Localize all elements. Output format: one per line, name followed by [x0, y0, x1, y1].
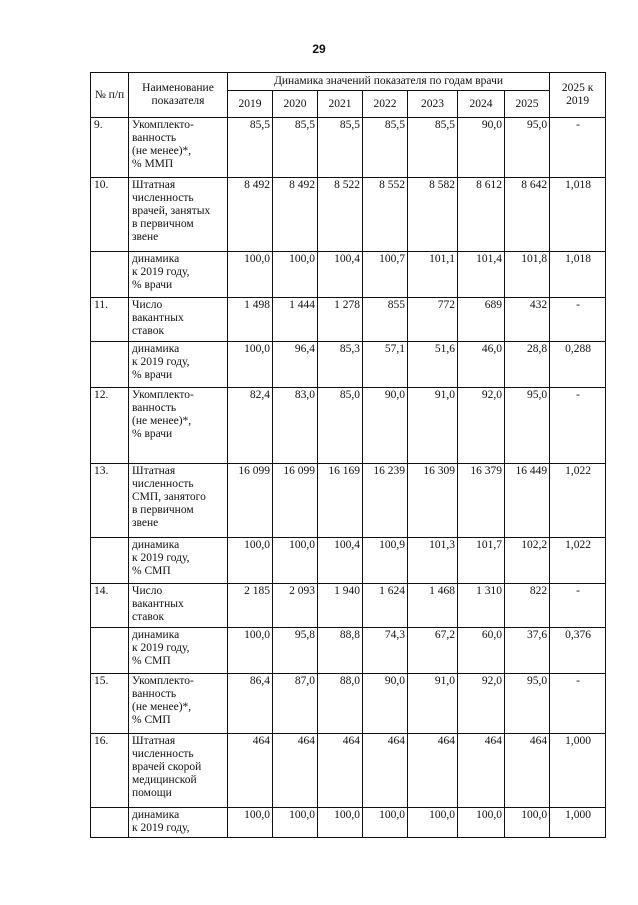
value-cell: 16 099	[228, 464, 273, 538]
value-cell: 100,0	[228, 252, 273, 298]
header-year: 2023	[408, 91, 458, 118]
value-cell: 8 492	[228, 178, 273, 252]
value-cell: 464	[273, 734, 318, 808]
table-row	[91, 628, 606, 674]
value-cell: 37,6	[505, 628, 550, 674]
row-number: 11.	[91, 298, 129, 342]
value-cell: 92,0	[458, 388, 505, 464]
value-cell: 86,4	[228, 674, 273, 734]
value-cell: 74,3	[363, 628, 408, 674]
indicator-name-line: численность	[132, 478, 194, 490]
row-number: 12.	[91, 388, 129, 464]
value-cell: 464	[505, 734, 550, 808]
value-cell: 8 552	[363, 178, 408, 252]
indicator-name	[129, 252, 228, 298]
indicator-name-line: ванность	[132, 132, 177, 144]
value-cell: 101,3	[408, 538, 458, 584]
value-cell: 57,1	[363, 342, 408, 388]
table-row	[91, 118, 606, 178]
value-cell: 2 093	[273, 584, 318, 628]
header-num: № п/п	[91, 73, 129, 118]
indicator-name-line: в первичном	[132, 504, 194, 516]
indicator-name-line: Штатная	[132, 735, 176, 747]
row-number: 13.	[91, 464, 129, 538]
header-year: 2024	[458, 91, 505, 118]
value-cell: 101,1	[408, 252, 458, 298]
row-number	[91, 808, 129, 838]
header-year: 2020	[273, 91, 318, 118]
value-cell: 1 468	[408, 584, 458, 628]
indicator-name	[129, 808, 228, 838]
value-cell: 85,5	[363, 118, 408, 178]
value-cell: 1 624	[363, 584, 408, 628]
indicator-name-line: СМП, занятого	[132, 491, 206, 503]
value-cell: 16 449	[505, 464, 550, 538]
ratio-cell: 0,376	[550, 628, 606, 674]
value-cell: 67,2	[408, 628, 458, 674]
value-cell: 91,0	[408, 674, 458, 734]
indicator-name-line: (не менее)*,	[132, 415, 192, 427]
row-number: 10.	[91, 178, 129, 252]
indicator-name	[129, 734, 228, 808]
value-cell: 88,8	[318, 628, 363, 674]
value-cell: 100,0	[228, 628, 273, 674]
indicator-name-line: вакантных	[132, 598, 184, 610]
header-year: 2022	[363, 91, 408, 118]
table-row	[91, 342, 606, 388]
indicator-name-line: динамика	[132, 343, 180, 355]
indicator-name	[129, 298, 228, 342]
indicator-name-line: % врачи	[132, 369, 173, 381]
indicator-name-line: (не менее)*,	[132, 145, 192, 157]
indicator-name-line: (не менее)*,	[132, 701, 192, 713]
value-cell: 16 309	[408, 464, 458, 538]
value-cell: 8 492	[273, 178, 318, 252]
table-row	[91, 674, 606, 734]
table-row	[91, 538, 606, 584]
row-number	[91, 538, 129, 584]
value-cell: 1 498	[228, 298, 273, 342]
indicator-name-line: Штатная	[132, 465, 176, 477]
indicator-name-line: численность	[132, 192, 194, 204]
value-cell: 822	[505, 584, 550, 628]
table-row	[91, 252, 606, 298]
header-ratio: 2025 к 2019	[550, 73, 606, 118]
value-cell: 91,0	[408, 388, 458, 464]
value-cell: 90,0	[363, 388, 408, 464]
indicator-name-line: в первичном	[132, 218, 194, 230]
indicator-name-line: к 2019 году,	[132, 552, 190, 564]
indicator-name-line: ставок	[132, 611, 165, 623]
value-cell: 8 612	[458, 178, 505, 252]
indicator-name-line: звене	[132, 231, 159, 243]
indicator-name-line: врачей скорой	[132, 761, 202, 773]
table-row	[91, 808, 606, 838]
value-cell: 100,0	[408, 808, 458, 838]
header-year: 2025	[505, 91, 550, 118]
value-cell: 51,6	[408, 342, 458, 388]
row-number: 14.	[91, 584, 129, 628]
table-row	[91, 584, 606, 628]
indicator-name-line: Укомплекто-	[132, 389, 194, 401]
table-row	[91, 464, 606, 538]
ratio-cell: -	[550, 388, 606, 464]
value-cell: 101,7	[458, 538, 505, 584]
indicator-name-line: Укомплекто-	[132, 119, 194, 131]
value-cell: 85,5	[273, 118, 318, 178]
table-row	[91, 734, 606, 808]
ratio-cell: -	[550, 674, 606, 734]
indicator-name-line: к 2019 году,	[132, 822, 190, 834]
row-number	[91, 252, 129, 298]
value-cell: 2 185	[228, 584, 273, 628]
indicator-name-line: к 2019 году,	[132, 642, 190, 654]
value-cell: 100,0	[273, 252, 318, 298]
indicator-name-line: Число	[132, 299, 163, 311]
page-number: 29	[312, 42, 326, 56]
value-cell: 8 582	[408, 178, 458, 252]
value-cell: 464	[458, 734, 505, 808]
value-cell: 100,0	[228, 538, 273, 584]
ratio-cell: 1,022	[550, 464, 606, 538]
value-cell: 95,0	[505, 118, 550, 178]
value-cell: 90,0	[458, 118, 505, 178]
indicator-name-line: динамика	[132, 629, 180, 641]
value-cell: 432	[505, 298, 550, 342]
value-cell: 100,0	[505, 808, 550, 838]
ratio-cell: 0,288	[550, 342, 606, 388]
value-cell: 46,0	[458, 342, 505, 388]
value-cell: 855	[363, 298, 408, 342]
value-cell: 464	[228, 734, 273, 808]
indicator-name-line: % врачи	[132, 428, 173, 440]
indicator-table	[90, 72, 606, 838]
table-row	[91, 388, 606, 464]
value-cell: 101,4	[458, 252, 505, 298]
value-cell: 92,0	[458, 674, 505, 734]
value-cell: 28,8	[505, 342, 550, 388]
value-cell: 95,0	[505, 674, 550, 734]
value-cell: 464	[318, 734, 363, 808]
table-row	[91, 298, 606, 342]
ratio-cell: 1,018	[550, 178, 606, 252]
value-cell: 100,0	[228, 342, 273, 388]
table-body	[91, 118, 606, 838]
indicator-name	[129, 464, 228, 538]
indicator-name-line: % СМП	[132, 714, 171, 726]
indicator-name-line: к 2019 году,	[132, 266, 190, 278]
value-cell: 100,4	[318, 538, 363, 584]
indicator-name	[129, 178, 228, 252]
value-cell: 100,0	[458, 808, 505, 838]
indicator-name-line: динамика	[132, 809, 180, 821]
value-cell: 16 099	[273, 464, 318, 538]
ratio-cell: 1,000	[550, 734, 606, 808]
ratio-cell: -	[550, 118, 606, 178]
indicator-name-line: % СМП	[132, 655, 171, 667]
indicator-name	[129, 674, 228, 734]
header-name: Наименование показателя	[129, 73, 228, 118]
ratio-cell: 1,000	[550, 808, 606, 838]
indicator-name	[129, 628, 228, 674]
value-cell: 1 940	[318, 584, 363, 628]
value-cell: 95,0	[505, 388, 550, 464]
value-cell: 82,4	[228, 388, 273, 464]
value-cell: 100,0	[363, 808, 408, 838]
indicator-name-line: динамика	[132, 539, 180, 551]
indicator-name-line: Число	[132, 585, 163, 597]
row-number: 16.	[91, 734, 129, 808]
header-group: Динамика значений показателя по годам врачи	[228, 73, 550, 91]
value-cell: 16 379	[458, 464, 505, 538]
row-number: 15.	[91, 674, 129, 734]
row-number	[91, 628, 129, 674]
indicator-name-line: к 2019 году,	[132, 356, 190, 368]
indicator-name-line: % ММП	[132, 158, 174, 170]
header-year: 2019	[228, 91, 273, 118]
indicator-name-line: % врачи	[132, 279, 173, 291]
value-cell: 95,8	[273, 628, 318, 674]
indicator-name	[129, 342, 228, 388]
indicator-name	[129, 388, 228, 464]
indicator-name-line: помощи	[132, 787, 172, 799]
indicator-name-line: звене	[132, 517, 159, 529]
value-cell: 100,0	[318, 808, 363, 838]
value-cell: 101,8	[505, 252, 550, 298]
value-cell: 85,5	[228, 118, 273, 178]
table-header	[91, 73, 606, 118]
ratio-cell: -	[550, 298, 606, 342]
value-cell: 102,2	[505, 538, 550, 584]
indicator-name-line: численность	[132, 748, 194, 760]
value-cell: 100,0	[228, 808, 273, 838]
indicator-name-line: ставок	[132, 325, 165, 337]
value-cell: 100,7	[363, 252, 408, 298]
indicator-name-line: вакантных	[132, 312, 184, 324]
value-cell: 16 239	[363, 464, 408, 538]
ratio-cell: 1,018	[550, 252, 606, 298]
value-cell: 1 310	[458, 584, 505, 628]
row-number: 9.	[91, 118, 129, 178]
ratio-cell: -	[550, 584, 606, 628]
indicator-name	[129, 584, 228, 628]
value-cell: 8 522	[318, 178, 363, 252]
indicator-name-line: ванность	[132, 688, 177, 700]
value-cell: 90,0	[363, 674, 408, 734]
indicator-name-line: динамика	[132, 253, 180, 265]
value-cell: 85,5	[318, 118, 363, 178]
value-cell: 87,0	[273, 674, 318, 734]
indicator-name	[129, 538, 228, 584]
value-cell: 85,0	[318, 388, 363, 464]
row-number	[91, 342, 129, 388]
value-cell: 60,0	[458, 628, 505, 674]
value-cell: 83,0	[273, 388, 318, 464]
value-cell: 96,4	[273, 342, 318, 388]
value-cell: 100,0	[273, 538, 318, 584]
value-cell: 772	[408, 298, 458, 342]
indicator-name-line: Укомплекто-	[132, 675, 194, 687]
value-cell: 85,3	[318, 342, 363, 388]
indicator-name-line: % СМП	[132, 565, 171, 577]
value-cell: 85,5	[408, 118, 458, 178]
value-cell: 464	[363, 734, 408, 808]
value-cell: 100,9	[363, 538, 408, 584]
value-cell: 689	[458, 298, 505, 342]
value-cell: 88,0	[318, 674, 363, 734]
indicator-name-line: Штатная	[132, 179, 176, 191]
indicator-name-line: ванность	[132, 402, 177, 414]
table-row	[91, 178, 606, 252]
header-year: 2021	[318, 91, 363, 118]
value-cell: 464	[408, 734, 458, 808]
value-cell: 8 642	[505, 178, 550, 252]
value-cell: 100,0	[273, 808, 318, 838]
value-cell: 100,4	[318, 252, 363, 298]
value-cell: 1 278	[318, 298, 363, 342]
ratio-cell: 1,022	[550, 538, 606, 584]
indicator-name-line: медицинской	[132, 774, 197, 786]
indicator-name	[129, 118, 228, 178]
indicator-name-line: врачей, занятых	[132, 205, 211, 217]
value-cell: 1 444	[273, 298, 318, 342]
value-cell: 16 169	[318, 464, 363, 538]
